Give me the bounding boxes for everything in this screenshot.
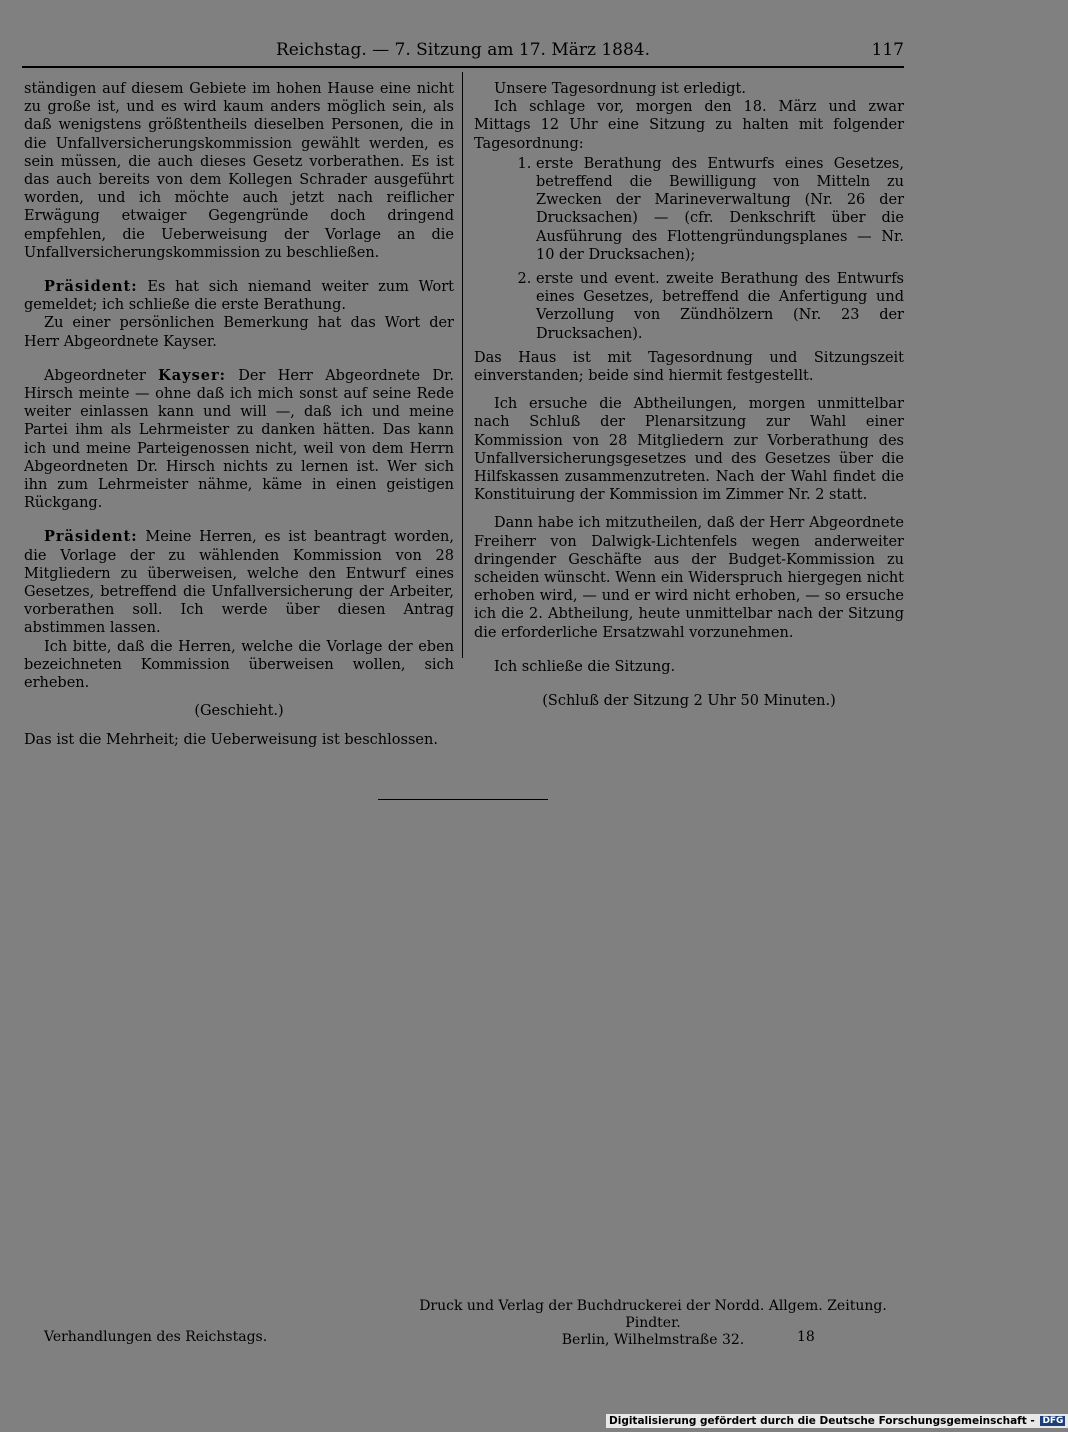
speaker-name: Kayser: <box>158 366 226 384</box>
running-header <box>22 40 904 64</box>
paragraph: Ich ersuche die Abtheilungen, morgen unmittelbar nach Schluß der Plenarsitzung zur Wahl einer Kommission von 28 Mitgliedern zur Vorberathung des Unfallversicherungsgesetzes und des Gesetzes über die Hilfskassen zusammenzutreten. Nach der Wahl findet die Konstituirung der Kommission im Zimmer Nr. 2 statt. <box>474 396 904 504</box>
paragraph: Ich bitte, daß die Herren, welche die Vorlage der eben bezeichneten Kommission überweisen wollen, sich erheben. <box>24 638 454 692</box>
printer-address: Berlin, Wilhelmstraße 32. <box>561 1332 745 1348</box>
end-rule <box>378 799 548 800</box>
speech-text: Es hat sich niemand weiter zum Wort gemeldet; ich schließe die erste Berathung. <box>24 279 454 314</box>
speaker-name: Präsident: <box>44 278 138 296</box>
paragraph: Dann habe ich mitzutheilen, daß der Herr Abgeordnete Freiherr von Dalwigk-Lichtenfels wegen anderweiter dringender Geschäfte aus der Budget-Kommission zu scheiden wünscht. Wenn ein Widerspruch hiergegen nicht erhoben wird, — und er wird nicht erhoben, — so ersuche ich die 2. Abtheilung, heute unmittelbar nach der Sitzung die erforderliche Ersatzwahl vorzunehmen. <box>474 515 904 641</box>
speaker-name: Präsident: <box>44 528 138 546</box>
closing-statement: Ich schließe die Sitzung. <box>494 658 676 675</box>
paragraph: ständigen auf diesem Gebiete im hohen Hause eine nicht zu große ist, und es wird kaum anders möglich sein, als daß wenigstens größtentheils dieselben Personen, die in die Unfallversicherungskommission gewählt werden, es sein müssen, die auch dieses Gesetz vorberathen. Es ist das auch bereits von dem Kollegen Schrader ausgeführt worden, und ich möchte auch jetzt nach reiflicher Erwägung etwaiger Gegengründe doch dringend empfehlen, die Ueberweisung der Vorlage an die Unfallversicherungskommission zu beschließen. <box>24 81 454 261</box>
speaker-role: Abgeordneter <box>44 367 159 384</box>
agenda-list <box>474 155 904 343</box>
paragraph: Unsere Tagesordnung ist erledigt. <box>494 81 746 97</box>
agenda-item: 2. erste und event. zweite Berathung des Entwurfs eines Gesetzes, betreffend die Anfertigung und Verzollung von Zündhölzern (Nr. 23 der Drucksachen). <box>536 270 904 343</box>
printer-line: Druck und Verlag der Buchdruckerei der Nordd. Allgem. Zeitung. Pindter. <box>419 1298 887 1331</box>
paragraph: Zu einer persönlichen Bemerkung hat das Wort der Herr Abgeordnete Kayser. <box>24 315 454 350</box>
session-end-note: (Schluß der Sitzung 2 Uhr 50 Minuten.) <box>542 693 836 710</box>
stage-note: (Geschieht.) <box>194 703 284 720</box>
footer-publication: Verhandlungen des Reichstags. <box>44 1329 268 1345</box>
paragraph <box>24 528 454 637</box>
digitization-credit <box>606 1414 1068 1428</box>
header-title: Reichstag. — 7. Sitzung am 17. März 1884. <box>275 40 651 60</box>
dfg-logo-icon: DFG <box>1042 1416 1064 1426</box>
header-rule <box>22 66 904 68</box>
right-column <box>474 80 904 710</box>
paragraph: Das ist die Mehrheit; die Ueberweisung ist beschlossen. <box>24 731 438 748</box>
credit-text: Digitalisierung gefördert durch die Deutsche Forschungsgemeinschaft - <box>609 1415 1035 1427</box>
speech-text: Meine Herren, es ist beantragt worden, die Vorlage der zu wählenden Kommission von 28 Mitgliedern zu überweisen, welche den Entwurf eines Gesetzes, betreffend die Unfallversicherung der Arbeiter, vorberathen soll. Ich werde über diesen Antrag abstimmen lassen. <box>24 529 454 637</box>
paragraph <box>24 278 454 314</box>
paragraph <box>24 367 454 513</box>
speech-text: Der Herr Abgeordnete Dr. Hirsch meinte — ohne daß ich mich sonst auf seine Rede weiter einlassen kann und will —, daß ich und meine Partei ihm als Lehrmeister zu danken hätten. Das kann ich und meine Parteigenossen nicht, weil von dem Herrn Abgeordneten Dr. Hirsch nichts zu lernen ist. Wer sich ihn zum Lehrmeister nähme, käme in einen geistigen Rückgang. <box>24 367 454 512</box>
paragraph: Ich schlage vor, morgen den 18. März und zwar Mittags 12 Uhr eine Sitzung zu halten mit folgender Tagesordnung: <box>474 99 904 152</box>
page-number: 117 <box>871 40 904 60</box>
printer-imprint <box>400 1298 906 1349</box>
agenda-item: 1. erste Berathung des Entwurfs eines Gesetzes, betreffend die Bewilligung von Mitteln zu Zwecken der Marineverwaltung (Nr. 26 der Drucksachen) — (cfr. Denkschrift über die Ausführung des Flottengründungsplanes — Nr. 10 der Drucksachen); <box>536 155 904 264</box>
left-column <box>24 80 454 749</box>
paragraph: Das Haus ist mit Tagesordnung und Sitzungszeit einverstanden; beide sind hiermit festgestellt. <box>474 349 904 385</box>
footer-signature-number: 18 <box>797 1329 815 1345</box>
column-divider <box>462 72 463 658</box>
